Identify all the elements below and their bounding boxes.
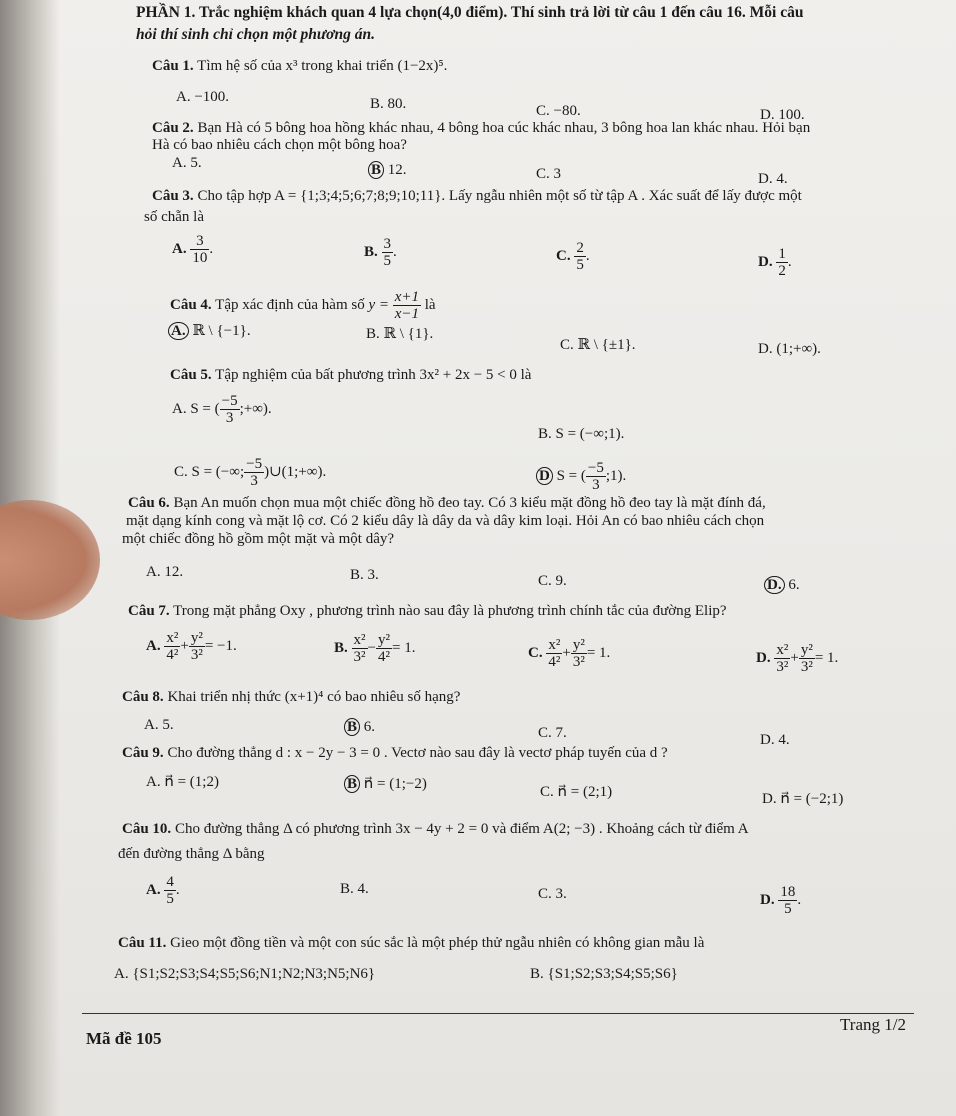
numerator: −5 bbox=[587, 460, 604, 476]
question-label: Câu 3. bbox=[152, 188, 194, 204]
selected-answer-mark: D bbox=[536, 467, 553, 485]
option-letter: D. bbox=[760, 891, 775, 908]
numerator: 3 bbox=[190, 233, 209, 250]
operator: + bbox=[180, 637, 189, 654]
q9-option-c[interactable]: C. n⃗ = (2;1) bbox=[540, 784, 613, 800]
fraction bbox=[189, 630, 205, 663]
function-lhs: y = bbox=[368, 296, 389, 313]
q2-option-c[interactable]: C. 3 bbox=[536, 166, 562, 182]
q2-option-b[interactable] bbox=[368, 161, 407, 179]
denominator: 4² bbox=[548, 654, 561, 670]
question-6-line2: mặt dạng kính cong và mặt lộ cơ. Có 2 kiểu dây là dây da và dây kim loại. Hỏi An có bao nhiêu cách chọn bbox=[126, 513, 765, 529]
selected-answer-mark: B bbox=[368, 161, 384, 179]
numerator: x² bbox=[166, 630, 179, 646]
denominator: 3 bbox=[225, 410, 234, 426]
question-11 bbox=[118, 934, 704, 952]
q8-option-b-text: 6. bbox=[363, 719, 376, 735]
q6-option-d[interactable] bbox=[764, 576, 800, 594]
question-label: Câu 8. bbox=[122, 689, 164, 705]
question-3-line2: số chẵn là bbox=[144, 209, 204, 225]
question-3 bbox=[152, 187, 802, 205]
fraction bbox=[778, 884, 797, 917]
question-tail: là bbox=[424, 296, 436, 313]
option-letter: D. bbox=[756, 649, 771, 666]
denominator: 3² bbox=[572, 654, 585, 670]
q3-option-c[interactable]: C. $\frac{2}{5}$ . bbox=[556, 240, 590, 273]
section-title bbox=[136, 4, 803, 22]
selected-answer-mark: D. bbox=[764, 576, 785, 594]
question-1 bbox=[152, 57, 447, 75]
option-letter: C. bbox=[528, 644, 543, 661]
denominator: 5 bbox=[784, 901, 792, 917]
q1-option-a[interactable]: A. −100. bbox=[176, 89, 230, 105]
fraction bbox=[776, 246, 788, 279]
question-text: Gieo một đồng tiền và một con súc sắc là một phép thử ngẫu nhiên có không gian mẫu là bbox=[170, 935, 705, 951]
numerator: 2 bbox=[576, 240, 584, 256]
q5-option-d[interactable] bbox=[536, 460, 626, 493]
numerator: y² bbox=[190, 630, 203, 646]
fraction bbox=[382, 236, 394, 269]
q7-option-c[interactable] bbox=[528, 637, 610, 670]
question-label: Câu 2. bbox=[152, 120, 194, 136]
q9-option-d[interactable]: D. n⃗ = (−2;1) bbox=[762, 791, 844, 807]
denominator: 2 bbox=[778, 263, 786, 279]
question-5 bbox=[170, 366, 531, 384]
q7-option-a[interactable] bbox=[146, 630, 237, 663]
q8-option-b[interactable] bbox=[344, 718, 375, 736]
question-label: Câu 1. bbox=[152, 58, 194, 74]
numerator: x+1 bbox=[394, 289, 420, 305]
question-label: Câu 11. bbox=[118, 935, 167, 951]
q9-option-b-text: n⃗ = (1;−2) bbox=[363, 776, 427, 792]
q3-option-b[interactable]: B. $\frac{3}{5}$ . bbox=[364, 236, 397, 269]
numerator: y² bbox=[572, 637, 585, 653]
denominator: 3 bbox=[592, 477, 600, 493]
q8-option-d[interactable]: D. 4. bbox=[760, 732, 790, 748]
denominator: x−1 bbox=[394, 306, 420, 322]
denominator: 4² bbox=[166, 647, 179, 663]
option-letter: C. bbox=[556, 247, 571, 264]
q2-option-b-text: 12. bbox=[387, 162, 407, 178]
option-suffix: ;+∞). bbox=[239, 400, 272, 417]
q4-option-a[interactable] bbox=[168, 322, 251, 340]
denominator: 4² bbox=[377, 649, 390, 665]
q3-option-a[interactable]: A. $\frac{3}{10}$ . bbox=[172, 233, 214, 266]
numerator: −5 bbox=[246, 456, 263, 472]
selected-answer-mark: B bbox=[344, 718, 360, 736]
question-label: Câu 7. bbox=[128, 603, 170, 619]
function-fraction bbox=[393, 289, 421, 322]
denominator: 3² bbox=[190, 647, 203, 663]
question-2 bbox=[152, 119, 810, 137]
q5-option-b[interactable]: B. S = (−∞;1). bbox=[538, 426, 625, 442]
q1-option-b[interactable]: B. 80. bbox=[370, 96, 407, 112]
numerator: 18 bbox=[780, 884, 796, 900]
exam-code: Mã đề 105 bbox=[86, 1029, 162, 1048]
question-text: Khai triển nhị thức (x+1)⁴ có bao nhiêu số hạng? bbox=[167, 689, 461, 705]
selected-answer-mark: A. bbox=[168, 322, 189, 340]
question-text: Tìm hệ số của x³ trong khai triển (1−2x)⁵. bbox=[197, 58, 448, 74]
question-text: Tập nghiệm của bất phương trình 3x² + 2x − 5 < 0 là bbox=[215, 367, 532, 383]
numerator: 3 bbox=[383, 236, 392, 252]
selected-answer-mark: B bbox=[344, 775, 360, 793]
numerator: x² bbox=[548, 637, 561, 653]
question-label: Câu 6. bbox=[128, 495, 170, 511]
option-letter: A. bbox=[146, 637, 161, 654]
question-label: Câu 4. bbox=[170, 296, 212, 313]
denominator: 3 bbox=[250, 473, 258, 489]
fraction bbox=[376, 632, 392, 665]
fraction bbox=[574, 240, 586, 273]
footer-rule bbox=[82, 1013, 914, 1014]
option-letter: B. bbox=[334, 639, 348, 656]
q1-option-c[interactable]: C. −80. bbox=[536, 103, 581, 119]
fraction bbox=[220, 393, 240, 426]
fraction bbox=[164, 630, 180, 663]
denominator: 3² bbox=[800, 659, 813, 675]
question-4 bbox=[170, 289, 436, 322]
question-text: Cho đường thẳng Δ có phương trình 3x − 4y + 2 = 0 và điểm A(2; −3) . Khoảng cách từ điểm A bbox=[174, 821, 749, 837]
denominator: 5 bbox=[383, 253, 392, 269]
question-8 bbox=[122, 688, 460, 706]
operator: + bbox=[790, 649, 799, 666]
fraction bbox=[774, 642, 790, 675]
question-label: Câu 9. bbox=[122, 745, 164, 761]
numerator: 1 bbox=[778, 246, 786, 262]
question-2-line2: Hà có bao nhiêu cách chọn một bông hoa? bbox=[152, 137, 407, 153]
option-suffix: ;1). bbox=[605, 467, 627, 484]
numerator: y² bbox=[800, 642, 813, 658]
section-subtitle: hỏi thí sinh chỉ chọn một phương án. bbox=[136, 26, 375, 43]
fraction bbox=[586, 460, 606, 493]
q2-option-d[interactable]: D. 4. bbox=[758, 171, 788, 187]
question-text: Cho đường thẳng d : x − 2y − 3 = 0 . Vectơ nào sau đây là vectơ pháp tuyến của d ? bbox=[167, 745, 668, 761]
option-letter: B. bbox=[364, 243, 378, 260]
option-suffix: )∪(1;+∞). bbox=[264, 463, 327, 480]
numerator: x² bbox=[776, 642, 789, 658]
q9-option-b[interactable] bbox=[344, 775, 427, 793]
q8-option-c[interactable]: C. 7. bbox=[538, 725, 567, 741]
q6-option-c[interactable]: C. 9. bbox=[538, 573, 567, 589]
q10-option-b[interactable]: B. 4. bbox=[340, 881, 369, 897]
option-prefix: S = ( bbox=[556, 467, 586, 484]
fraction bbox=[546, 637, 562, 670]
question-text: Trong mặt phẳng Oxy , phương trình nào sau đây là phương trình chính tắc của đường Elip? bbox=[173, 603, 727, 619]
denominator: 3² bbox=[776, 659, 789, 675]
option-letter: D. bbox=[758, 253, 773, 270]
q10-option-a[interactable]: A. $\frac{4}{5}$ . bbox=[146, 874, 180, 907]
fraction bbox=[244, 456, 264, 489]
q4-option-a-text: ℝ \ {−1}. bbox=[192, 323, 251, 339]
q4-option-d[interactable]: D. (1;+∞). bbox=[758, 341, 821, 357]
q6-option-b[interactable]: B. 3. bbox=[350, 567, 379, 583]
section-title-text: PHẦN 1. Trắc nghiệm khách quan 4 lựa chọn(4,0 điểm). Thí sinh trả lời từ câu 1 đến câu 16. Mỗi câu bbox=[136, 4, 804, 21]
q4-option-b[interactable]: B. ℝ \ {1}. bbox=[366, 326, 434, 342]
q6-option-d-text: 6. bbox=[788, 577, 800, 593]
option-suffix: = 1. bbox=[586, 644, 611, 661]
denominator: 10 bbox=[192, 250, 208, 266]
q8-option-a[interactable]: A. 5. bbox=[144, 717, 174, 733]
question-10-line2: đến đường thẳng Δ bằng bbox=[118, 846, 265, 862]
question-text: Tập xác định của hàm số bbox=[215, 296, 365, 313]
q10-option-c[interactable]: C. 3. bbox=[538, 886, 567, 902]
q6-option-a[interactable]: A. 12. bbox=[146, 564, 184, 580]
denominator: 5 bbox=[166, 891, 174, 907]
question-text: Bạn Hà có 5 bông hoa hồng khác nhau, 4 bông hoa cúc khác nhau, 3 bông hoa lan khác nhau. Hỏi bạn bbox=[197, 120, 811, 136]
question-7 bbox=[128, 602, 727, 620]
q5-option-c[interactable] bbox=[174, 456, 326, 489]
fraction bbox=[164, 874, 176, 907]
option-letter: A. bbox=[172, 240, 187, 257]
fraction bbox=[190, 233, 209, 266]
q9-option-a[interactable]: A. n⃗ = (1;2) bbox=[146, 774, 219, 790]
q5-option-a[interactable] bbox=[172, 393, 272, 426]
question-10 bbox=[122, 820, 749, 838]
question-6 bbox=[128, 494, 766, 512]
question-text: Bạn An muốn chọn mua một chiếc đồng hồ đeo tay. Có 3 kiểu mặt đồng hồ đeo tay là mặt đính đá, bbox=[173, 495, 766, 511]
numerator: 4 bbox=[166, 874, 174, 890]
question-9 bbox=[122, 744, 668, 762]
q10-option-d[interactable]: D. $\frac{18}{5}$ . bbox=[760, 884, 802, 917]
option-suffix: = 1. bbox=[391, 639, 416, 656]
fraction bbox=[571, 637, 587, 670]
operator: + bbox=[562, 644, 571, 661]
numerator: y² bbox=[377, 632, 390, 648]
question-label: Câu 5. bbox=[170, 367, 212, 383]
denominator: 5 bbox=[576, 257, 584, 273]
numerator: −5 bbox=[221, 393, 238, 409]
option-suffix: = 1. bbox=[814, 649, 839, 666]
q4-option-c[interactable]: C. ℝ \ {±1}. bbox=[560, 337, 636, 353]
question-label: Câu 10. bbox=[122, 821, 172, 837]
q7-option-d[interactable] bbox=[756, 642, 838, 675]
q7-option-b[interactable] bbox=[334, 632, 415, 665]
fraction bbox=[352, 632, 368, 665]
question-6-line3: một chiếc đồng hồ gồm một mặt và một dây? bbox=[122, 531, 395, 547]
q11-option-a[interactable]: A. {S1;S2;S3;S4;S5;S6;N1;N2;N3;N5;N6} bbox=[114, 966, 376, 982]
page-number: Trang 1/2 bbox=[840, 1015, 906, 1034]
fraction bbox=[799, 642, 815, 675]
q3-option-d[interactable]: D. $\frac{1}{2}$ . bbox=[758, 246, 792, 279]
option-prefix: C. S = (−∞; bbox=[174, 463, 245, 480]
denominator: 3² bbox=[353, 649, 366, 665]
option-suffix: = −1. bbox=[204, 637, 237, 654]
q11-option-b[interactable]: B. {S1;S2;S3;S4;S5;S6} bbox=[530, 966, 678, 982]
q1-option-d[interactable]: D. 100. bbox=[760, 107, 805, 123]
option-prefix: A. S = ( bbox=[172, 400, 220, 417]
numerator: x² bbox=[353, 632, 366, 648]
operator: − bbox=[367, 639, 376, 656]
question-text: Cho tập hợp A = {1;3;4;5;6;7;8;9;10;11}. Lấy ngẫu nhiên một số từ tập A . Xác suất để lấy được một bbox=[197, 188, 802, 204]
q2-option-a[interactable]: A. 5. bbox=[172, 155, 202, 171]
option-letter: A. bbox=[146, 881, 161, 898]
